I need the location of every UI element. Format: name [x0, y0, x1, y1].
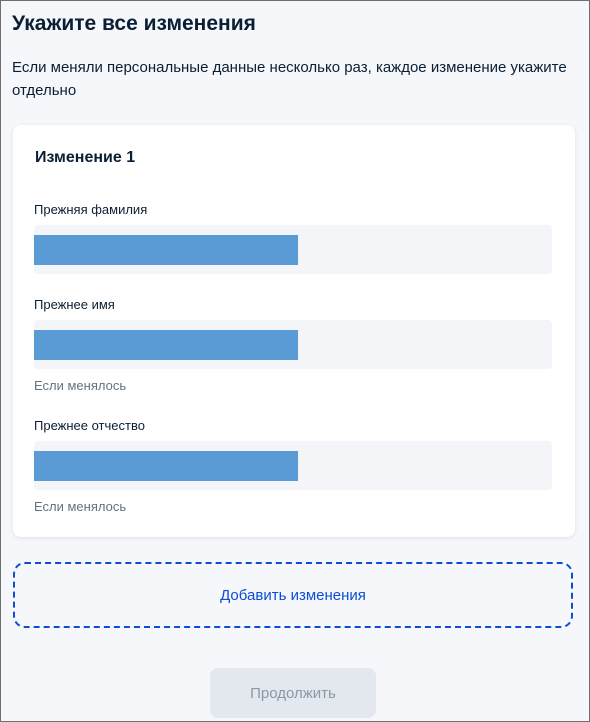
field-previous-name	[34, 297, 552, 394]
page-subtitle: Если меняли персональные данные несколько раз, каждое изменение укажите отдельно	[12, 59, 567, 99]
previous-patronymic-input[interactable]	[34, 441, 552, 490]
change-card-title: Изменение 1	[35, 149, 136, 166]
previous-name-input[interactable]	[34, 320, 552, 369]
redacted-value	[34, 451, 298, 481]
add-change-button[interactable]: Добавить изменения	[13, 562, 573, 628]
redacted-value	[34, 330, 298, 360]
previous-surname-input[interactable]	[34, 225, 552, 274]
field-hint-previous-name: Если менялось	[34, 378, 127, 393]
redacted-value	[34, 235, 298, 265]
field-previous-surname	[34, 202, 552, 274]
field-label-previous-name: Прежнее имя	[34, 297, 115, 312]
field-label-previous-surname: Прежняя фамилия	[34, 202, 148, 217]
field-previous-patronymic	[34, 418, 552, 515]
continue-button[interactable]: Продолжить	[210, 668, 376, 718]
field-label-previous-patronymic: Прежнее отчество	[34, 418, 145, 433]
field-hint-previous-patronymic: Если менялось	[34, 499, 127, 514]
page-title: Укажите все изменения	[12, 12, 256, 35]
change-card	[13, 125, 575, 537]
